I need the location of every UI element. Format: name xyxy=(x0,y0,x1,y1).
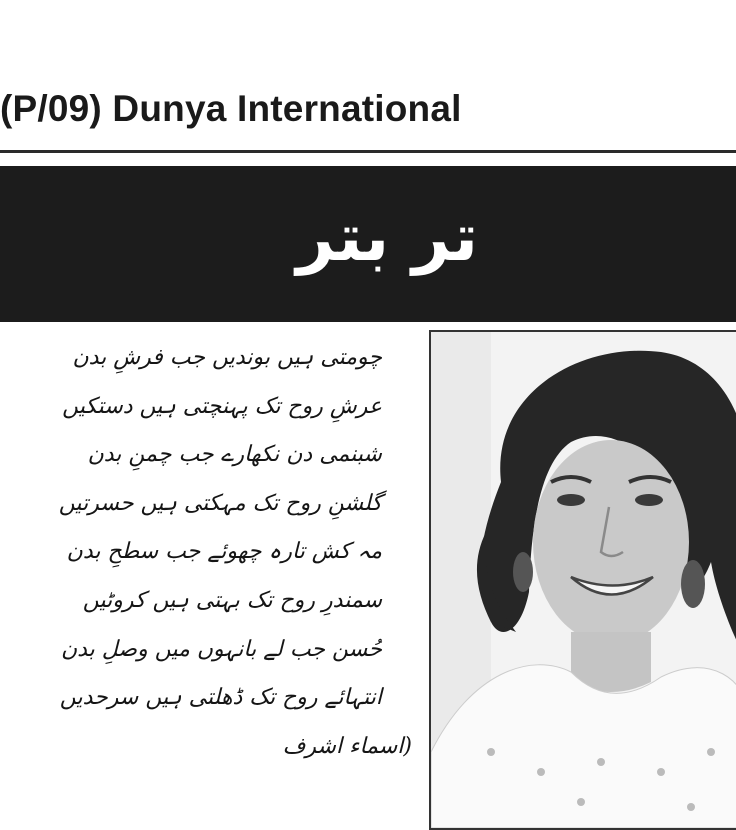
poem-line: چومتی ہیں بوندیں جب فرشِ بدن xyxy=(72,345,382,370)
poem-line: انتہائے روح تک ڈھلتی ہیں سرحدیں xyxy=(59,685,382,711)
poet-attribution: (اسماء اشرف xyxy=(282,733,412,759)
poem-line: عرشِ روح تک پہنچتی ہیں دستکیں xyxy=(62,393,382,419)
newspaper-header: (P/09) Dunya International xyxy=(0,88,462,129)
poem-line: شبنمی دن نکھارے جب چمنِ بدن xyxy=(87,442,382,468)
poem-line: سمندرِ روح تک بہتی ہیں کروٹیں xyxy=(82,587,382,613)
author-photo xyxy=(429,330,736,830)
poem-title: تر بتر xyxy=(296,199,478,276)
poem-line: حُسن جب لے بانہوں میں وصلِ بدن xyxy=(60,636,382,662)
header-divider xyxy=(0,150,736,153)
poem-line: مہ کش تارہ چھوئے جب سطحِ بدن xyxy=(66,539,382,565)
author-portrait-image xyxy=(431,332,736,828)
poem-line: گلشنِ روح تک مہکتی ہیں حسرتیں xyxy=(58,490,382,516)
poem-text-block xyxy=(0,338,420,767)
